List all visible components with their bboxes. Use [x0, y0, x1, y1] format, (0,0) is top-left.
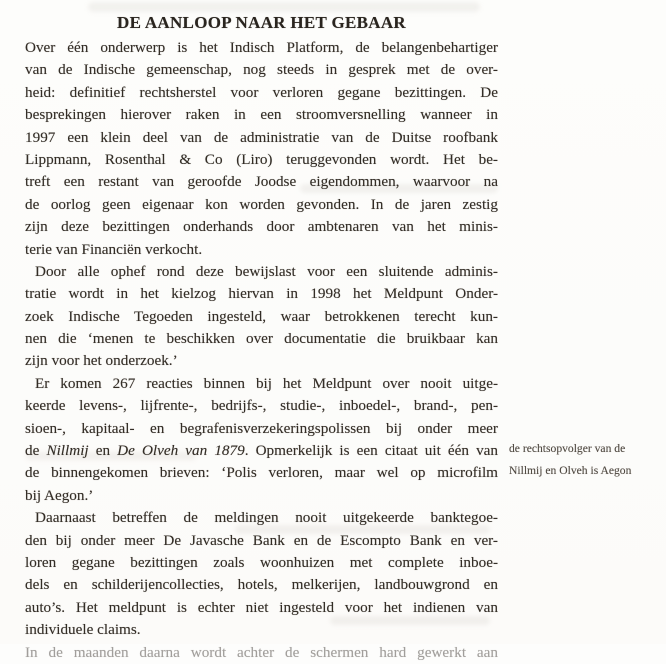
- text-line: zoek Indische Tegoeden ingesteld, waar betrokkenen terecht kun-: [25, 307, 498, 325]
- text-line: van de Indische gemeenschap, nog steeds in gesprek met de over-: [25, 61, 498, 79]
- text-line: sioen-, kapitaal- en begrafenisverzekeringspolissen bij onder meer: [25, 419, 498, 437]
- italic-run: Nillmij: [46, 442, 89, 460]
- text-line: den bij onder meer De Javasche Bank en de Escompto Bank en ver-: [25, 531, 498, 549]
- text-run: en: [88, 442, 118, 460]
- italic-run: De Olveh van 1879: [117, 442, 245, 460]
- body-text: [25, 37, 498, 664]
- text-line: individuele claims.: [25, 621, 141, 639]
- text-line: de oorlog geen eigenaar kon worden gevonden. In de jaren zestig: [25, 195, 498, 213]
- text-line: dels en schilderijencollecties, hotels, melkerijen, landbouwgrond en: [25, 576, 498, 594]
- text-line: Lippmann, Rosenthal & Co (Liro) teruggevonden wordt. Het be-: [25, 150, 498, 168]
- text-line: zijn deze bezittingen onderhands door ambtenaren van het minis-: [25, 218, 498, 236]
- text-line: zijn voor het onderzoek.’: [25, 352, 178, 370]
- text-line: de binnengekomen brieven: ‘Polis verloren, maar wel op microfilm: [25, 464, 498, 482]
- cutoff-text-line: In de maanden daarna wordt achter de schermen hard gewerkt aan: [25, 643, 498, 661]
- text-line: loren gegane bezittingen zoals woonhuizen met complete inboe-: [25, 553, 498, 571]
- text-line: 1997 een klein deel van de administratie van de Duitse roofbank: [25, 128, 498, 146]
- main-text-column: [25, 0, 498, 661]
- text-line: keerde levens-, lijfrente-, bedrijfs-, studie-, inboedel-, brand-, pen-: [25, 397, 498, 415]
- margin-note-line: de rechtsopvolger van de: [509, 442, 626, 455]
- margin-note-line: Nillmij en Olveh is Aegon: [509, 464, 632, 478]
- text-line: terie van Financiën verkocht.: [25, 240, 203, 258]
- text-line: Over één onderwerp is het Indisch Platform, de belangenbehartiger: [25, 39, 498, 56]
- text-run: de: [25, 442, 47, 460]
- text-line: [25, 440, 498, 462]
- chapter-heading: DE AANLOOP NAAR HET GEBAAR: [117, 13, 406, 32]
- text-line: tratie wordt in het kielzog hiervan in 1998 het Meldpunt Onder-: [25, 285, 498, 303]
- text-line: Daarnaast betreffen de meldingen nooit uitgekeerde banktegoe-: [35, 509, 498, 527]
- text-line: treft een restant van geroofde Joodse eigendommen, waarvoor na: [25, 173, 498, 191]
- text-line: Er komen 267 reacties binnen bij het Meldpunt over nooit uitge-: [35, 374, 498, 392]
- text-line: heid: definitief rechtsherstel voor verloren gegane bezittingen. De: [25, 83, 498, 101]
- text-line: besprekingen hierover raken in een stroomversnelling wanneer in: [25, 106, 498, 124]
- margin-note: [509, 438, 661, 482]
- text-line: auto’s. Het meldpunt is echter niet ingesteld voor het indienen van: [25, 598, 498, 616]
- text-line: nen die ‘menen te beschikken over documentatie die bruikbaar kan: [25, 330, 498, 348]
- text-line: bij Aegon.’: [25, 486, 94, 504]
- text-line: Door alle ophef rond deze bewijslast voor een sluitende adminis-: [35, 262, 498, 280]
- text-run: . Opmerkelijk is een citaat uit één van: [244, 442, 498, 460]
